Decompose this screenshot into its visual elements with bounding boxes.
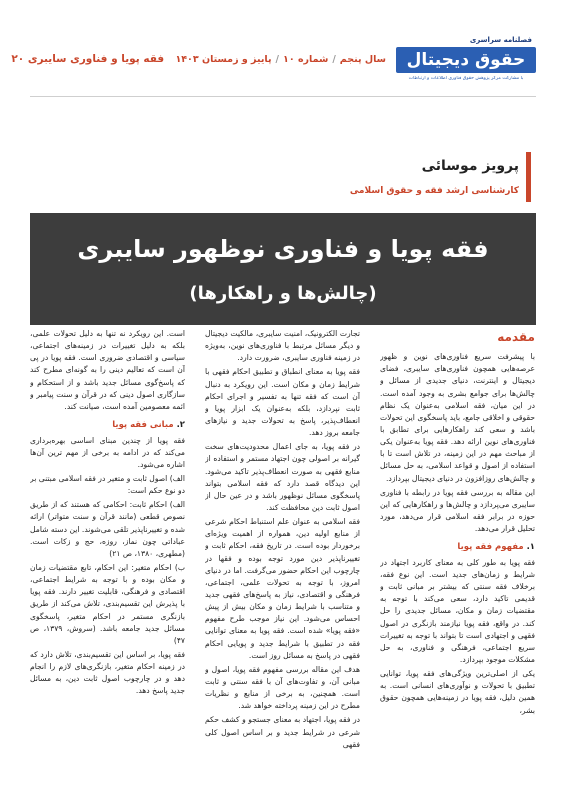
logo-tagline: با مشارکت مرکز پژوهش حقوق فناوری اطلاعات و ارتباطات	[408, 76, 524, 81]
paragraph: الف) اصول ثابت و متغیر در فقه اسلامی مبتنی بر دو نوع حکم است:	[30, 474, 185, 496]
paragraph: تجارت الکترونیک، امنیت سایبری، مالکیت دیجیتال و دیگر مسائل مرتبط با فناوری‌های نوین، به‌ویژه در زمینه فناوری سایبری، ضرورت دارد.	[205, 329, 360, 363]
separator	[168, 54, 171, 65]
separator: /	[332, 54, 336, 65]
subsection-title: مفهوم فقه پویا	[457, 542, 524, 553]
author-accent-bar	[526, 152, 531, 202]
paragraph: در فقه پویا، به جای اعمال محدودیت‌های سخت گیرانه بر اصولی چون اجتهاد مستمر و استفاده از منابع فقهی به صورت انعطاف‌پذیر تاکید می‌شود. این دیدگاه قصد دارد که فقه اسلامی بتواند پاسخگوی مسائل نوظهور باشد و در عین حال از اصول ثابت دین محافظت کند.	[205, 442, 360, 512]
paragraph: هدف این مقاله بررسی مفهوم فقه پویا، اصول و مبانی آن، و تفاوت‌های آن با فقه سنتی و ثابت است. همچنین، به برخی از منابع و نظریات مطرح در این زمینه پرداخته خواهد شد.	[205, 664, 360, 711]
section-heading-intro	[380, 328, 535, 347]
magazine-logo[interactable]	[396, 36, 536, 84]
paragraph: این مقاله به بررسی فقه پویا در رابطه با فناوری سایبری می‌پردازد و چالش‌ها و راهکارهایی که این حوزه در برابر فقه اسلامی قرار می‌دهد، مورد تحلیل قرار می‌دهد.	[380, 487, 535, 534]
paragraph: فقه پویا به طور کلی به معنای کاربرد اجتهاد در شرایط و زمان‌های جدید است. این نوع فقه، برخلاف فقه سنتی که بیشتر بر مبانی ثابت و قدیمی تاکید دارد، سعی می‌کند با توجه به مقتضیات زمان و مکان، مسائل جدیدی را حل کند. در واقع، فقه پویا نیازمند بازنگری در اصول فقهی و اجتهادی است تا بتواند با توجه به تغییرات سریع اجتماعی، فرهنگی و فناوری، به حل مشکلات موجود بپردازد.	[380, 557, 535, 665]
issue-volume: سال پنجم	[339, 54, 386, 65]
issue-season: پاییز و زمستان ۱۴۰۳	[175, 54, 272, 65]
section-heading-text: مقدمه	[497, 330, 535, 344]
title-banner	[30, 213, 536, 325]
subsection-number: ۲.	[176, 419, 185, 430]
separator: /	[275, 54, 280, 65]
issue-info	[11, 48, 386, 70]
text-column-3	[30, 328, 185, 790]
text-column-2	[205, 328, 360, 790]
paragraph: در فقه پویا، اجتهاد به معنای جستجو و کشف حکم شرعی در شرایط جدید و بر اساس اصول کلی فقهی	[205, 715, 360, 749]
paragraph: الف) احکام ثابت: احکامی که هستند که از طریق نصوص قطعی (مانند قرآن و سنت متواتر) ارائه شده و تغییرناپذیر تلقی می‌شوند. این دسته شامل عباداتی چون نماز، روزه، حج و زکات است. (مطهری، ۱۳۸۰، ص ۲۱)	[30, 500, 185, 558]
subsection-title: مبانی فقه پویا	[112, 419, 174, 430]
paragraph: فقه اسلامی به عنوان علم استنباط احکام شرعی از منابع اولیه دین، همواره از اهمیت ویژه‌ای برخوردار بوده است. در تاریخ فقه، احکام ثابت و تغییرناپذیر دین مورد توجه بوده و فقها در چارچوب این احکام حضور می‌گرفت. اما در دنیای امروز، با توجه به تحولات علمی، اجتماعی، فرهنگی و اقتصادی، نیاز به پاسخ‌های فقهی جدید و متناسب با شرایط زمان و مکان بیش از پیش احساس می‌شود. این نیاز موجب طرح مفهوم «فقه پویا» شده است. فقه پویا به معنای توانایی فقه در تطبیق با شرایط جدید و پویایی احکام فقهی در پاسخ به مسائل روز است.	[205, 517, 360, 660]
paragraph: یکی از اصلی‌ترین ویژگی‌های فقه پویا، توانایی تطبیق با تحولات و نوآوری‌های انسانی است. به همین دلیل، فقه پویا در زمینه‌هایی همچون حقوق بشر،	[380, 669, 535, 715]
running-title: فقه پویا و فناوری سایبری ۲۰	[11, 53, 165, 65]
article-subtitle: (چالش‌ها و راهکارها)	[189, 283, 377, 304]
page-header	[11, 36, 536, 94]
author-name: پرویز موسائی	[421, 158, 519, 174]
issue-number: شماره ۱۰	[283, 54, 329, 65]
paragraph: با پیشرفت سریع فناوری‌های نوین و ظهور عرصه‌هایی همچون فناوری‌های سایبری، فضای دیجیتال و اینترنت، دنیای جدیدی از مسائل و چالش‌ها برای جوامع بشری به وجود آمده است. در این میان، فقه اسلامی به‌عنوان یک نظام حقوقی و اخلاقی جامع، باید پاسخگوی این تحولات باشد و سعی کند راهکارهایی برای تطابق با فناوری‌های نوین ارائه دهد. فقه پویا به‌عنوان یکی از مباحث مهم در این زمینه، در تلاش است تا با استفاده از اصول و قواعد اسلامی، به حل مسائل و چالش‌های روزافزون در دنیای دیجیتال بپردازد.	[380, 352, 535, 483]
text-column-1	[380, 328, 535, 790]
subsection-number: ۱.	[526, 542, 535, 553]
subsection-heading-1	[380, 541, 535, 555]
logo-main-label: حقوق دیجیتال	[396, 47, 536, 73]
paragraph: فقه پویا، بر اساس این تقسیم‌بندی، تلاش دارد که در زمینه احکام متغیر، بازنگری‌های لازم را انجام دهد و در چارچوب اصول ثابت دین، به مسائل جدید پاسخ دهد.	[30, 649, 185, 696]
author-title: کارشناسی ارشد فقه و حقوق اسلامی	[349, 186, 519, 196]
paragraph: ب) احکام متغیر: این احکام، تابع مقتضیات زمان و مکان بوده و با توجه به شرایط اجتماعی، اقتصادی و فرهنگی، قابلیت تغییر دارند. فقه پویا با پذیرش این تقسیم‌بندی، تلاش می‌کند از طریق بازنگری مستمر در احکام متغیر، پاسخگوی مسائل جدید جامعه باشد. (سروش، ۱۳۷۹، ص ۴۷)	[30, 562, 185, 645]
header-divider	[30, 96, 536, 97]
logo-super-label: فصلنامه سراسری	[469, 36, 532, 44]
paragraph: است. این رویکرد نه تنها به دلیل تحولات علمی، بلکه به دلیل تغییرات در زمینه‌های اجتماعی، سیاسی و اقتصادی ضروری است. فقه پویا در پی آن است که تعالیم دینی را به گونه‌ای مطرح کند که پاسخ‌گوی مسائل جدید باشد و از استحکام و سازگاری اصول دینی که در قرآن و سنت پیامبر و ائمه معصومین آمده است، صیانت کند.	[30, 329, 185, 411]
subsection-heading-2	[30, 419, 185, 433]
paragraph: فقه پویا به معنای انطباق و تطبیق احکام فقهی با شرایط زمان و مکان است. این رویکرد به دنبال آن است که فقه تنها به تفسیر و اجرای احکام ثابت نپردازد، بلکه به‌عنوان یک ابزار پویا و انعطاف‌پذیر، پاسخ به تحولات جدید و نیازهای جامعه بروز دهد.	[205, 367, 360, 438]
paragraph: فقه پویا از چندین مبنای اساسی بهره‌برداری می‌کند که در ادامه به برخی از مهم ترین آن‌ها اشاره می‌شود.	[30, 435, 185, 469]
article-title: فقه پویا و فناوری نوظهور سایبری	[77, 235, 489, 263]
